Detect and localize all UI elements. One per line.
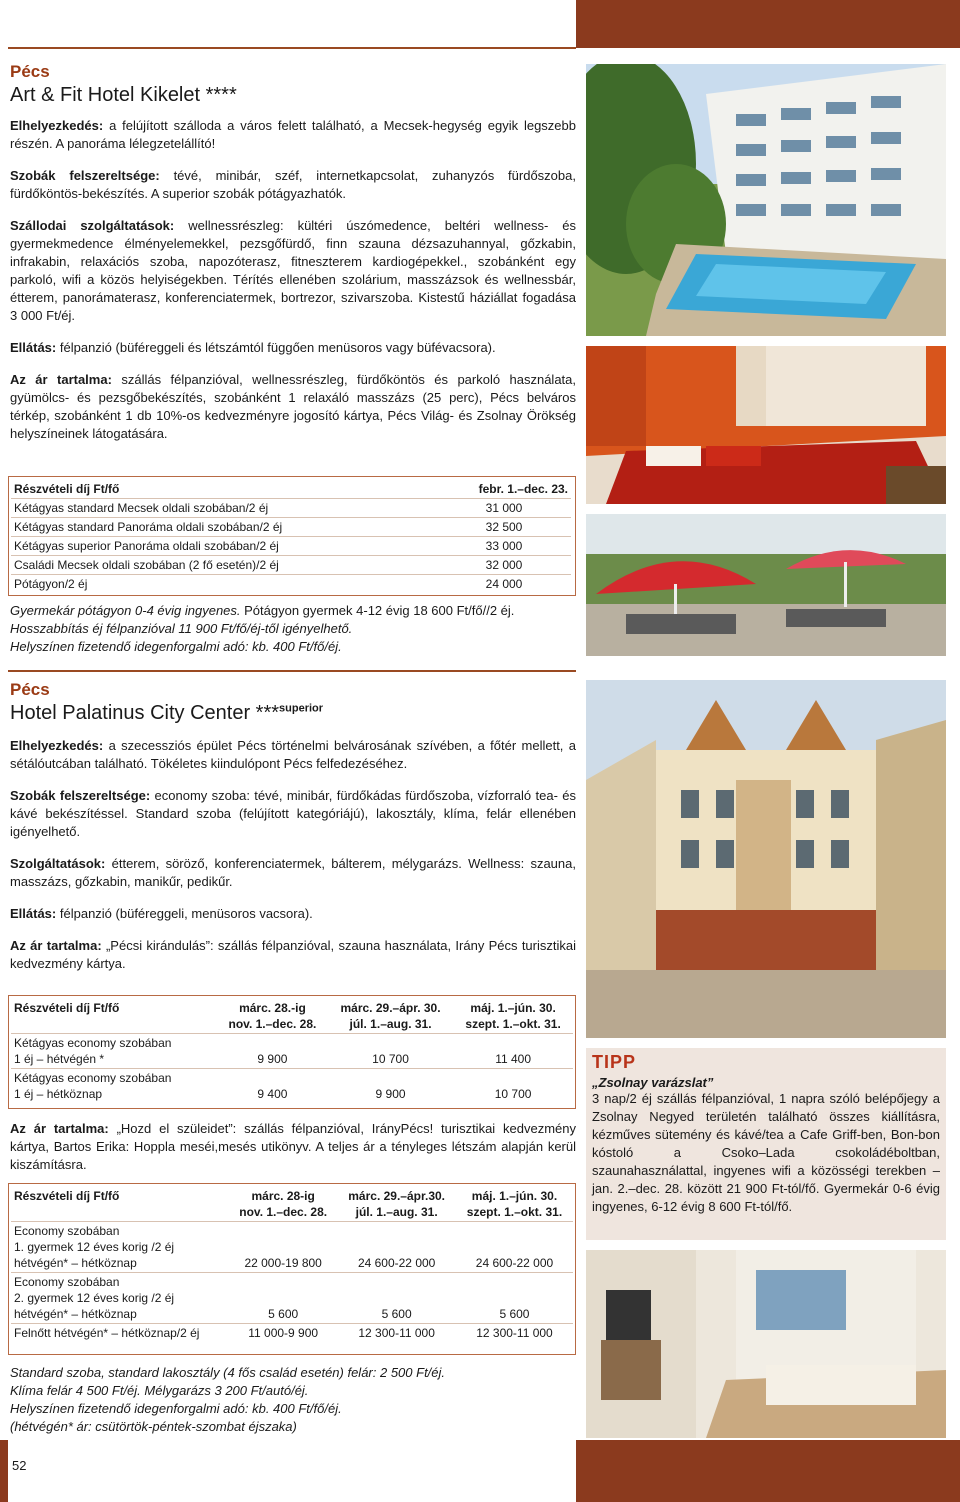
table-cell-value: 10 700 [494, 1087, 532, 1101]
table-row [11, 537, 571, 556]
hotel1-room-photo [586, 346, 946, 504]
table-cell-label: Felnőtt hétvégén* – hétköznap/2 éj [14, 1326, 200, 1340]
table-cell-value: 22 000-19 800 [229, 1222, 337, 1273]
table-cell-value: 11 000-9 900 [248, 1326, 319, 1340]
hotel1-price-table [11, 480, 571, 593]
table-header-period [229, 1187, 337, 1222]
hotel2-package2-text: „Hozd el szüleidet”: szállás félpanzióval, IrányPécs! turisztikai kedvezmény kártya, Bartos Erika: Hoppla meséi,mesés utikönyv. A teljes ár a tényleges létszám alapján kerül kiszámításra. [10, 1121, 576, 1172]
hotel1-board-text: félpanzió (büféreggeli és létszámtól függően menüsoros vagy büfévacsora). [59, 340, 496, 355]
hotel1-note-3: Helyszínen fizetendő idegenforgalmi adó: kb. 400 Ft/fő/éj. [10, 639, 342, 654]
hotel2-package2-block [10, 1120, 576, 1174]
table-cell-label [11, 1034, 217, 1069]
period-line1: márc. 28-ig [251, 1189, 315, 1203]
table-cell-value: 9 400 [257, 1087, 288, 1101]
table-cell-value: 5 600 [337, 1273, 456, 1324]
hotel2-note: Standard szoba, standard lakosztály (4 fős család esetén) felár: 2 500 Ft/éj. [10, 1365, 446, 1380]
table-row [11, 1324, 573, 1343]
hotel1-notes [10, 602, 576, 656]
hotel1-note-1-rest: Pótágyon gyermek 4-12 évig 18 600 Ft/fő//2 éj. [240, 603, 515, 618]
row-label-line: hétvégén* – hétköznap [14, 1307, 137, 1321]
table-cell-label: Kétágyas superior Panoráma oldali szobában/2 éj [11, 537, 437, 556]
hotel2-location-text: a szecessziós épület Pécs történelmi belvárosának szívében, a főtér mellett, a sétálóutcában található. Tökéletes kiindulópont Pécs felfedezéséhez. [10, 738, 576, 771]
hotel1-note-1-italic: Gyermekár pótágyon 0-4 évig ingyenes. [10, 603, 241, 618]
hotel2-price-table1 [11, 999, 573, 1103]
photo-palatinus-svg [586, 680, 946, 1038]
hotel2-package2 [10, 1120, 576, 1174]
hotel2-location [10, 737, 576, 773]
table-cell-value: 24 000 [485, 577, 523, 591]
period-line1: márc. 29.–ápr. 30. [340, 1001, 441, 1015]
hotel2-note: (hétvégén* ár: csütörtök-péntek-szombat éjszaka) [10, 1419, 297, 1434]
hotel2-services [10, 855, 576, 891]
hotel1-rooms-text: tévé, minibár, széf, internetkapcsolat, zuhanyzós fürdőszoba, fürdőköntös-bekészítés. A superior szobák pótágyazhatók. [10, 168, 576, 201]
table-cell-value: 33 000 [437, 537, 571, 556]
table-cell-label: Családi Mecsek oldali szobában (2 fő esetén)/2 éj [11, 556, 437, 575]
table-cell-value: 32 500 [437, 518, 571, 537]
hotel1-name: Art & Fit Hotel Kikelet **** [10, 84, 237, 106]
table-header-label: Részvételi díj Ft/fő [11, 999, 217, 1034]
hotel1-note-2: Hosszabbítás éj félpanzióval 11 900 Ft/fő/éj-től igényelhető. [10, 621, 353, 636]
table-row [11, 1273, 573, 1324]
row-label-line: Economy szobában [14, 1224, 120, 1238]
hotel2-name [10, 702, 576, 725]
hotel1-terrace-photo [586, 514, 946, 656]
hotel2-rooms [10, 787, 576, 841]
hotel2-name-text: Hotel Palatinus City Center *** [10, 702, 280, 724]
hotel1-rooms [10, 167, 576, 203]
hotel1-price-includes [10, 371, 576, 443]
row-label-line1: Kétágyas economy szobában [14, 1071, 172, 1085]
period-line2: júl. 1.–aug. 31. [349, 1017, 432, 1031]
table-cell-label: Kétágyas standard Panoráma oldali szobában/2 éj [11, 518, 437, 537]
table-header-period: febr. 1.–dec. 23. [437, 480, 571, 499]
hotel1-services [10, 217, 576, 325]
table-cell-value: 9 900 [375, 1087, 406, 1101]
table-row [11, 499, 571, 518]
section-divider [8, 670, 576, 672]
hotel2-city: Pécs [10, 680, 50, 699]
table-header-row [11, 480, 571, 499]
hotel1-price-table-frame [8, 476, 576, 596]
table-row [11, 1034, 573, 1069]
row-label-line: hétvégén* – hétköznap [14, 1256, 137, 1270]
period-line2: szept. 1.–okt. 31. [466, 1205, 563, 1219]
table-row [11, 556, 571, 575]
hotel2-name-sup: superior [279, 702, 324, 715]
hotel1-note-1 [10, 602, 576, 620]
period-line1: márc. 28.-ig [239, 1001, 306, 1015]
hotel2-location-label: Elhelyezkedés: [10, 738, 104, 753]
hotel2-rooms-label: Szobák felszereltsége: [10, 788, 151, 803]
header-color-band [576, 0, 960, 48]
footer-left-strip [0, 1440, 8, 1502]
hotel2-package1-label: Az ár tartalma: [10, 938, 102, 953]
hotel1-location-text: a felújított szálloda a város felett található, a Mecsek-hegység egyik legszebb részén. A panoráma lélegzetelállító! [10, 118, 576, 151]
photo-pool-svg [586, 64, 946, 336]
top-divider [8, 47, 576, 49]
period-line2: nov. 1.–dec. 28. [228, 1017, 317, 1031]
hotel2-section [10, 680, 576, 973]
table-cell-label [11, 1069, 217, 1104]
table-cell-value: 24 600-22 000 [456, 1222, 573, 1273]
table-cell-value: 31 000 [437, 499, 571, 518]
table-cell-value: 10 700 [328, 1034, 453, 1069]
table-cell-value: 12 300-11 000 [358, 1326, 435, 1340]
hotel1-price-includes-label: Az ár tartalma: [10, 372, 112, 387]
period-line2: júl. 1.–aug. 31. [355, 1205, 438, 1219]
photo-room-svg [586, 346, 946, 504]
hotel1-section [10, 62, 576, 443]
table-cell-value: 11 400 [453, 1034, 573, 1069]
period-line2: szept. 1.–okt. 31. [465, 1017, 561, 1031]
hotel2-price-table2-frame [8, 1183, 576, 1355]
hotel1-price-includes-text: szállás félpanzióval, wellnessrészleg, fürdőköntös és parkoló használata, gyümölcs- és pezsgőbekészítés, szobánként 1 relaxáló masszázs (25 perc), Pécs belváros térkép, szobánként 1 db 10%-os kedvezményre jogosító kártya, Pécs Világ- és Zsolnay Örökség helyszíneinek látogatására. [10, 372, 576, 441]
table-row [11, 1222, 573, 1273]
photo-room2-svg [586, 1250, 946, 1438]
hotel2-package1 [10, 937, 576, 973]
tipp-box [586, 1048, 946, 1240]
table-header-period [217, 999, 328, 1034]
photo-terrace-svg [586, 514, 946, 656]
hotel2-board-label: Ellátás: [10, 906, 57, 921]
table-row [11, 575, 571, 594]
tipp-text: 3 nap/2 éj szállás félpanzióval, 1 napra szóló belépőjegy a Zsolnay Negyed területén található összes kiállításra, kézműves sütemény és kávé/tea a Cafe Griff-ben, Bon-bon kóstoló a Csoko–Lada csokoládéboltban, szaunahasználattal, ingyenes wifi a közösségi terekben – jan. 2.–dec. 28. között 21 900 Ft-tól/fő. Gyermekár 0-6 évig ingyenes, 6-12 évig 8 600 Ft-tól/fő. [592, 1091, 940, 1214]
table-header-row [11, 999, 573, 1034]
period-line1: márc. 29.–ápr.30. [348, 1189, 446, 1203]
row-label-line: 2. gyermek 12 éves korig /2 éj [14, 1291, 175, 1305]
row-label-line2: 1 éj – hétvégén * [14, 1052, 105, 1066]
table-header-label: Részvételi díj Ft/fő [11, 480, 437, 499]
table-header-period [328, 999, 453, 1034]
table-header-period [456, 1187, 573, 1222]
table-header-period [337, 1187, 456, 1222]
hotel2-note: Klíma felár 4 500 Ft/éj. Mélygarázs 3 200 Ft/autó/éj. [10, 1383, 309, 1398]
footer-color-band [576, 1440, 960, 1502]
table-row [11, 1069, 573, 1104]
hotel2-services-label: Szolgáltatások: [10, 856, 106, 871]
period-line2: nov. 1.–dec. 28. [239, 1205, 328, 1219]
tipp-title: TIPP [592, 1052, 637, 1072]
row-label-line1: Kétágyas economy szobában [14, 1036, 172, 1050]
hotel1-services-label: Szállodai szolgáltatások: [10, 218, 175, 233]
page-header-blank [0, 0, 576, 48]
hotel1-location [10, 117, 576, 153]
hotel2-package2-label: Az ár tartalma: [10, 1121, 109, 1136]
hotel1-board-label: Ellátás: [10, 340, 57, 355]
hotel1-rooms-label: Szobák felszereltsége: [10, 168, 160, 183]
period-line1: máj. 1.–jún. 30. [470, 1001, 556, 1015]
table-cell-label [11, 1273, 229, 1324]
hotel2-notes [10, 1364, 576, 1436]
table-header-period [453, 999, 573, 1034]
table-row [11, 518, 571, 537]
table-header-row [11, 1187, 573, 1222]
hotel2-board [10, 905, 576, 923]
table-cell-label: Kétágyas standard Mecsek oldali szobában/2 éj [11, 499, 437, 518]
tipp-subtitle: „Zsolnay varázslat” [592, 1075, 714, 1090]
hotel1-location-label: Elhelyezkedés: [10, 118, 104, 133]
hotel1-services-text: wellnessrészleg: kültéri úszómedence, beltéri wellness- és gyermekmedence élményelemekkel, pezsgőfürdő, finn szauna dézsazuhannyal, gőzkabin, infrakabin, relaxációs szoba, napozóterasz, fitneszterem kardiogépekkel., szobánként egy parkoló, wifi a közös helyiségekben. Térítés ellenében szolárium, masszázsok és wellnessbár, étterem, panorámaterasz, konferenciatermek, bortrezor, szivarszoba. Kistestű háziállat fogadása 3 000 Ft/éj. [10, 218, 576, 323]
hotel1-board [10, 339, 576, 357]
hotel2-price-table1-frame [8, 995, 576, 1109]
row-label-line2: 1 éj – hétköznap [14, 1087, 103, 1101]
hotel2-rooms-text: economy szoba: tévé, minibár, fürdőkádas fürdőszoba, vízforraló tea- és kávé bekészítéssel. Standard szoba (felújított kategóriájú), lakosztály, klíma, felár ellenében igényelhető. [10, 788, 576, 839]
hotel1-city: Pécs [10, 62, 50, 81]
table-cell-value: 5 600 [229, 1273, 337, 1324]
table-cell-label [11, 1222, 229, 1273]
hotel2-services-text: étterem, söröző, konferenciatermek, bálterem, mélygarázs. Wellness: szauna, masszázs, gőzkabin, manikűr, pedikűr. [10, 856, 576, 889]
page-number: 52 [12, 1458, 27, 1473]
hotel2-package1-text: „Pécsi kirándulás”: szállás félpanzióval, szauna használata, Irány Pécs turisztikai kedvezmény kártya. [10, 938, 576, 971]
table-cell-value: 5 600 [456, 1273, 573, 1324]
table-cell-value: 24 600-22 000 [337, 1222, 456, 1273]
hotel2-note: Helyszínen fizetendő idegenforgalmi adó: kb. 400 Ft/fő/éj. [10, 1401, 342, 1416]
row-label-line: Economy szobában [14, 1275, 120, 1289]
hotel2-price-table2 [11, 1187, 573, 1342]
table-cell-value: 32 000 [437, 556, 571, 575]
table-header-label: Részvételi díj Ft/fő [11, 1187, 229, 1222]
table-cell-label: Pótágyon/2 éj [14, 577, 88, 591]
hotel2-exterior-photo [586, 680, 946, 1038]
period-line1: máj. 1.–jún. 30. [471, 1189, 558, 1203]
hotel2-board-text: félpanzió (büféreggeli, menüsoros vacsora). [59, 906, 313, 921]
table-cell-value: 9 900 [217, 1034, 328, 1069]
hotel2-room-photo [586, 1250, 946, 1438]
table-cell-value: 12 300-11 000 [476, 1326, 553, 1340]
hotel1-exterior-pool-photo [586, 64, 946, 336]
row-label-line: 1. gyermek 12 éves korig /2 éj [14, 1240, 175, 1254]
